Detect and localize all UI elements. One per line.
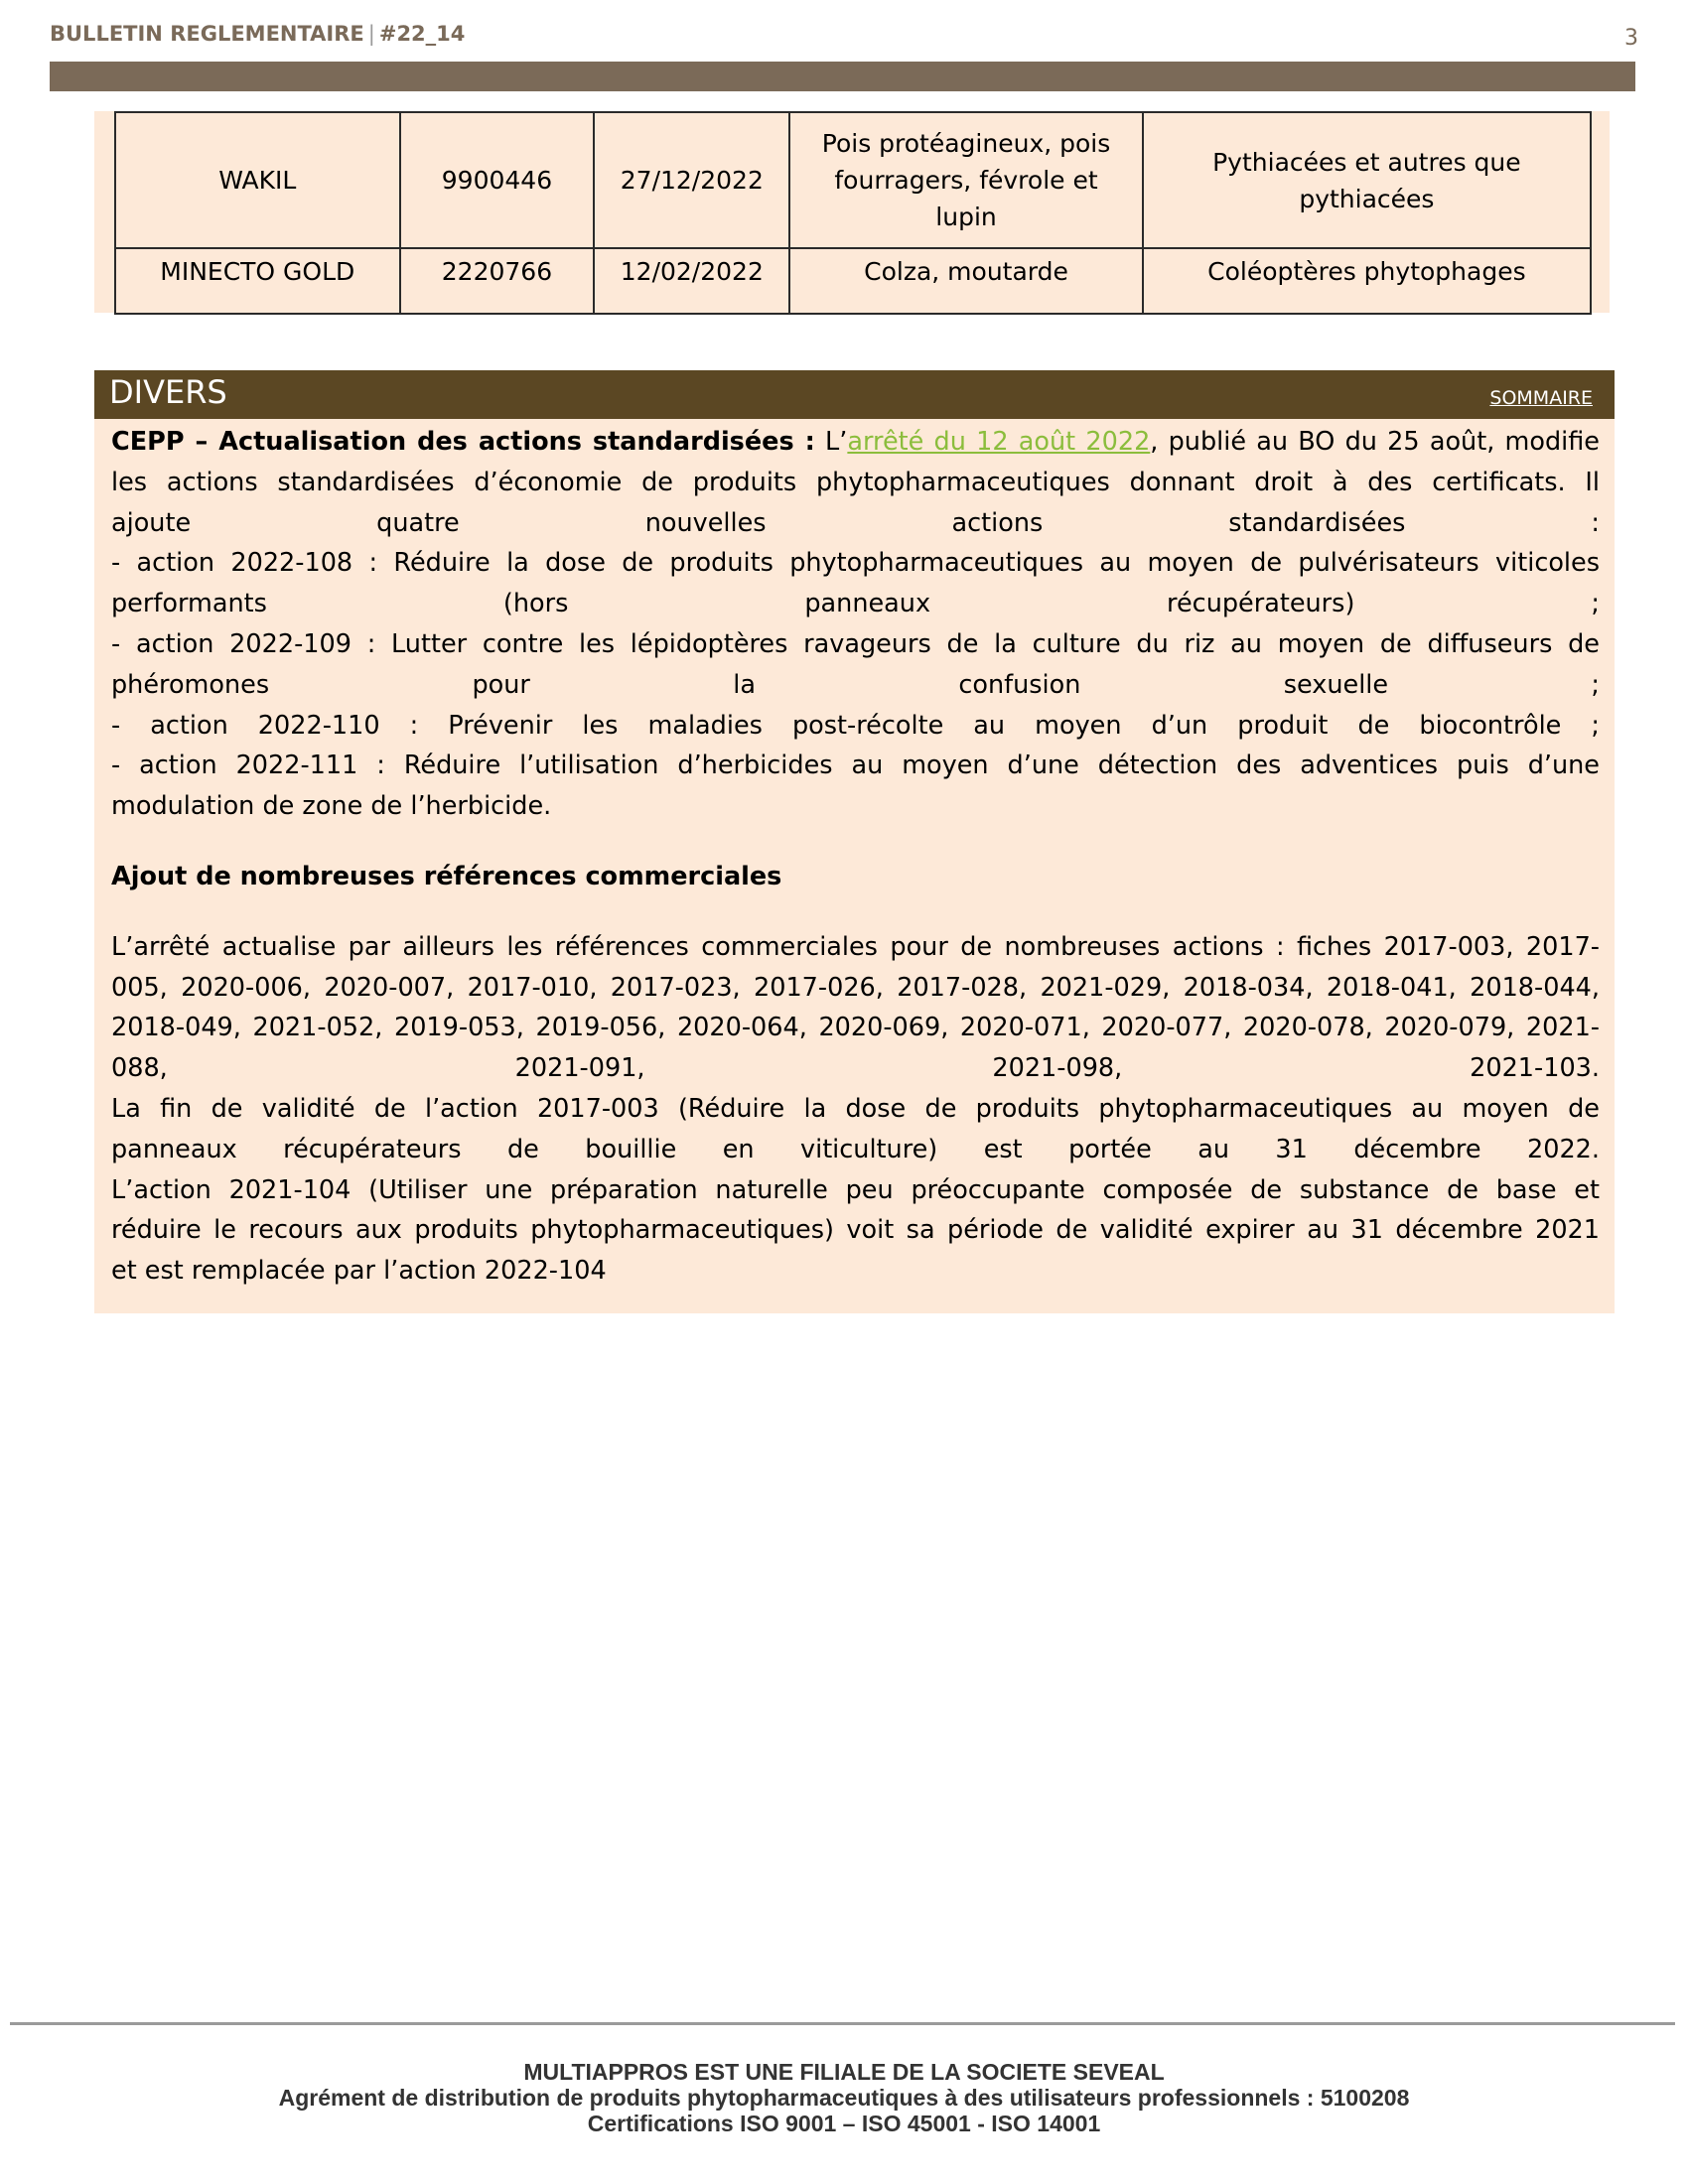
amm-number-cell: 9900446 <box>400 112 595 248</box>
targets-cell: Coléoptères phytophages <box>1143 248 1591 314</box>
action-item: - action 2022-111 : Réduire l’utilisation d’herbicides au moyen d’une détection des adventices puis d’une <box>111 751 1600 781</box>
text-line: et est remplacée par l’action 2022-104 <box>111 1256 607 1287</box>
action-item: - action 2022-108 : Réduire la dose de produits phytopharmaceutiques au moyen de pulvérisateurs viticoles <box>111 548 1600 579</box>
text-line: phéromones pour la confusion sexuelle ; <box>111 669 1600 700</box>
text-line: performants (hors panneaux récupérateurs) ; <box>111 589 1600 619</box>
action-item: - action 2022-109 : Lutter contre les lépidoptères ravageurs de la culture du riz au moyen de diffuseurs de <box>111 628 1600 659</box>
product-table <box>114 111 1592 315</box>
text-line: réduire le recours aux produits phytopharmaceutiques) voit sa période de validité expirer au 31 décembre 2021 <box>111 1215 1600 1246</box>
text-line: L’arrêté actualise par ailleurs les références commerciales pour de nombreuses actions : fiches 2017-003, 2017- <box>111 931 1600 962</box>
bulletin-header <box>50 22 465 46</box>
text-line: ajoute quatre nouvelles actions standardisées : <box>111 507 1600 538</box>
text-line: modulation de zone de l’herbicide. <box>111 791 552 822</box>
targets-cell: Pythiacées et autres que pythiacées <box>1143 112 1591 248</box>
footer-certifications: Certifications ISO 9001 – ISO 45001 - ISO 14001 <box>587 2111 1101 2136</box>
text-line: les actions standardisées d’économie de produits phytopharmaceutiques donnant droit à des certificats. Il <box>111 467 1600 497</box>
action-item: - action 2022-110 : Prévenir les maladies post-récolte au moyen d’un produit de biocontrôle ; <box>111 710 1600 741</box>
sommaire-link[interactable]: SOMMAIRE <box>1489 387 1593 409</box>
crops-cell: Pois protéagineux, pois fourragers, févrole et lupin <box>789 112 1143 248</box>
date-cell: 12/02/2022 <box>594 248 789 314</box>
intro-suffix: , publié au BO du 25 août, modifie <box>1150 427 1600 457</box>
table-row <box>115 248 1591 314</box>
date-cell: 27/12/2022 <box>594 112 789 248</box>
arrete-link[interactable]: arrêté du 12 août 2022 <box>847 427 1151 457</box>
text-line: 088, 2021-091, 2021-098, 2021-103. <box>111 1053 1600 1084</box>
product-name-cell: MINECTO GOLD <box>115 248 400 314</box>
text-line: panneaux récupérateurs de bouillie en viticulture) est portée au 31 décembre 2022. <box>111 1134 1600 1164</box>
bulletin-title: BULLETIN REGLEMENTAIRE <box>50 22 364 46</box>
text-line: 005, 2020-006, 2020-007, 2017-010, 2017-023, 2017-026, 2017-028, 2021-029, 2018-034, 2018-041, 2018-044, <box>111 972 1600 1003</box>
page-footer <box>0 2059 1688 2136</box>
references-paragraph <box>111 927 1600 1292</box>
intro-prefix: L’ <box>814 427 848 457</box>
section-header-divers <box>94 370 1615 419</box>
cepp-first-line <box>111 422 1600 463</box>
footer-company: MULTIAPPROS EST UNE FILIALE DE LA SOCIETE SEVEAL <box>523 2059 1165 2085</box>
section-title: DIVERS <box>109 373 227 411</box>
footer-agrement: Agrément de distribution de produits phytopharmaceutiques à des utilisateurs professionnels : 5100208 <box>278 2085 1410 2111</box>
table-row <box>115 112 1591 248</box>
crops-cell: Colza, moutarde <box>789 248 1143 314</box>
references-heading: Ajout de nombreuses références commerciales <box>111 861 782 891</box>
cepp-paragraph <box>111 422 1600 827</box>
text-line: L’action 2021-104 (Utiliser une préparation naturelle peu préoccupante composée de substance de base et <box>111 1174 1600 1205</box>
page-number: 3 <box>1624 26 1638 51</box>
divers-content <box>111 422 1600 1292</box>
product-name-cell: WAKIL <box>115 112 400 248</box>
header-bar <box>50 62 1635 91</box>
text-line: 2018-049, 2021-052, 2019-053, 2019-056, 2020-064, 2020-069, 2020-071, 2020-077, 2020-078, 2020-079, 2021- <box>111 1013 1600 1043</box>
bulletin-issue: #22_14 <box>378 22 466 46</box>
footer-divider <box>10 2022 1675 2025</box>
cepp-heading: CEPP – Actualisation des actions standardisées : <box>111 427 815 457</box>
text-line: La fin de validité de l’action 2017-003 (Réduire la dose de produits phytopharmaceutiques au moyen de <box>111 1093 1600 1124</box>
amm-number-cell: 2220766 <box>400 248 595 314</box>
header-separator: | <box>367 22 375 46</box>
